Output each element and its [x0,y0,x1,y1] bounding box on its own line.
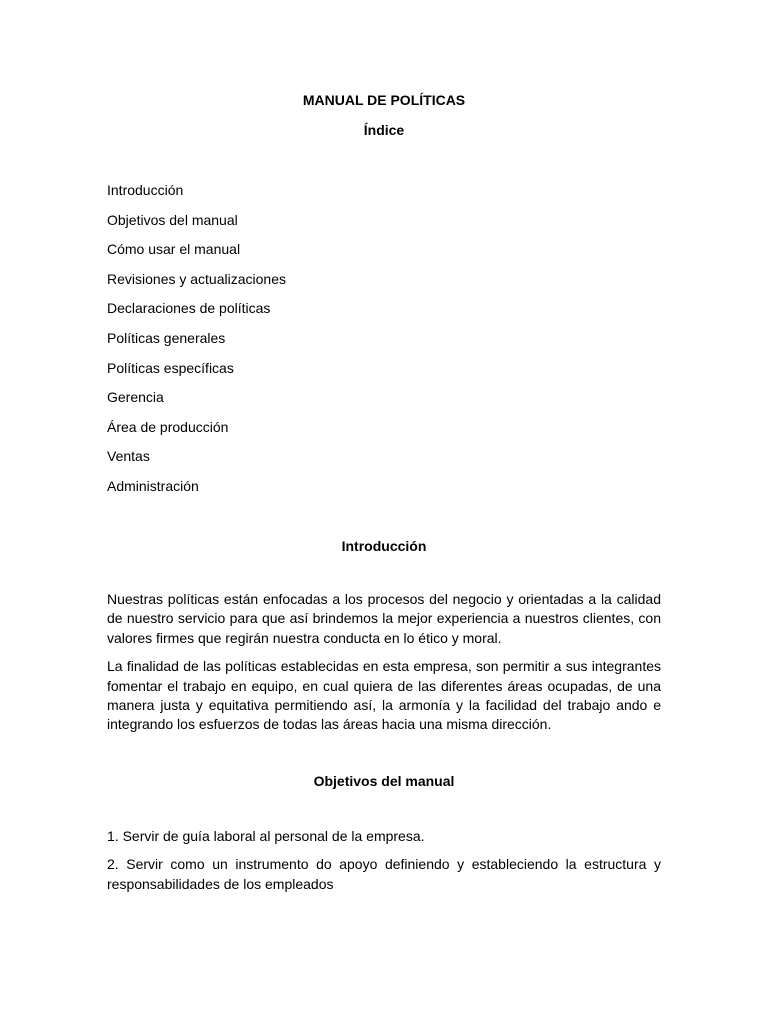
toc-item: Área de producción [107,418,229,435]
introduccion-paragraph: Nuestras políticas están enfocadas a los procesos del negocio y orientadas a la calidad de nuestro servicio para que así brindemos la mejor experiencia a nuestros clientes, con valores firmes que regirán nuestra conducta en lo ético y moral. [107,590,661,646]
introduccion-heading: Introducción [341,537,427,554]
objetivo-item: 1. Servir de guía laboral al personal de la empresa. [107,827,425,844]
toc-item: Revisiones y actualizaciones [107,270,286,287]
table-of-contents [107,180,661,496]
document-title: MANUAL DE POLÍTICAS [302,92,466,108]
toc-item: Políticas específicas [107,359,234,376]
toc-item: Administración [107,477,199,494]
objetivos-heading: Objetivos del manual [313,772,455,789]
toc-item: Objetivos del manual [107,211,238,228]
toc-item: Declaraciones de políticas [107,300,271,317]
toc-item: Políticas generales [107,329,226,346]
toc-item: Ventas [107,448,150,465]
toc-item: Introducción [107,182,184,198]
toc-item: Cómo usar el manual [107,241,241,258]
toc-item: Gerencia [107,389,164,406]
index-heading: Índice [363,122,405,138]
introduccion-paragraph: La finalidad de las políticas establecidas en esta empresa, son permitir a sus integrantes fomentar el trabajo en equipo, en cual quiera de las diferentes áreas ocupadas, de una manera justa y equitativa permitiendo así, la armonía y la facilidad del trabajo ando e integrando los esfuerzos de todas las áreas hacia una misma dirección. [107,658,661,733]
objetivo-item: 2. Servir como un instrumento do apoyo definiendo y estableciendo la estructura y responsabilidades de los empleados [107,856,661,892]
